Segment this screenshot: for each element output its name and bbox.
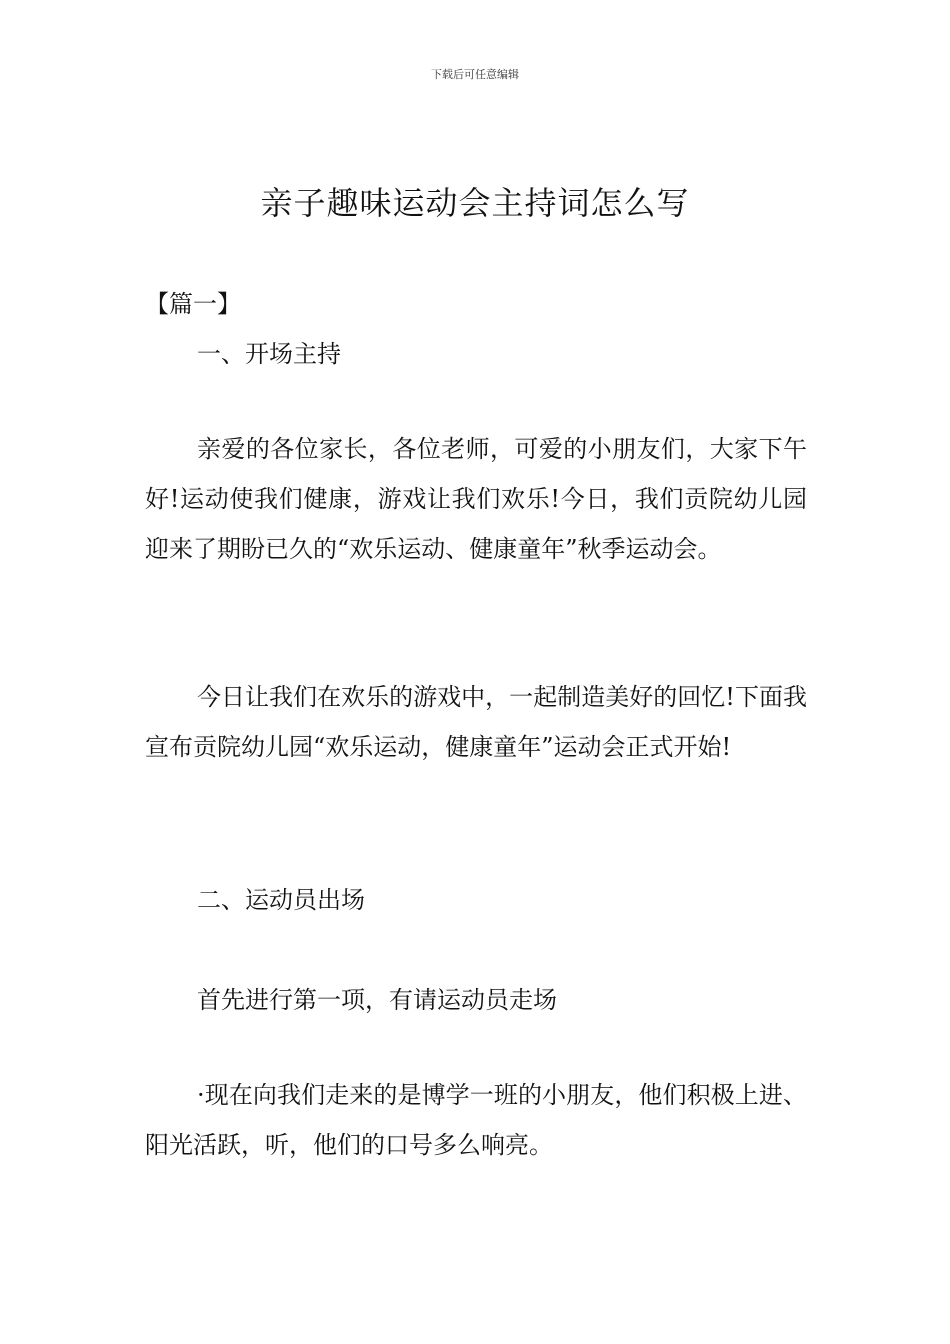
paragraph-greeting: 亲爱的各位家长，各位老师，可爱的小朋友们，大家下午好!运动使我们健康，游戏让我们欢乐!今日，我们贡院幼儿园迎来了期盼已久的“欢乐运动、健康童年”秋季运动会。 [145,435,807,563]
line-first-item: 首先进行第一项，有请运动员走场 [197,986,557,1014]
document-title: 亲子趣味运动会主持词怎么写 [260,184,690,222]
section-tag: 【篇一】 [145,290,241,318]
paragraph-class-intro: ·现在向我们走来的是博学一班的小朋友，他们积极上进、阳光活跃，听，他们的口号多么响亮。 [145,1081,807,1159]
header-note: 下载后可任意编辑 [431,68,519,81]
heading-opening: 一、开场主持 [197,340,341,368]
paragraph-announcement: 今日让我们在欢乐的游戏中，一起制造美好的回忆!下面我宣布贡院幼儿园“欢乐运动，健康童年”运动会正式开始! [145,683,807,761]
heading-athletes-entrance: 二、运动员出场 [197,886,365,914]
